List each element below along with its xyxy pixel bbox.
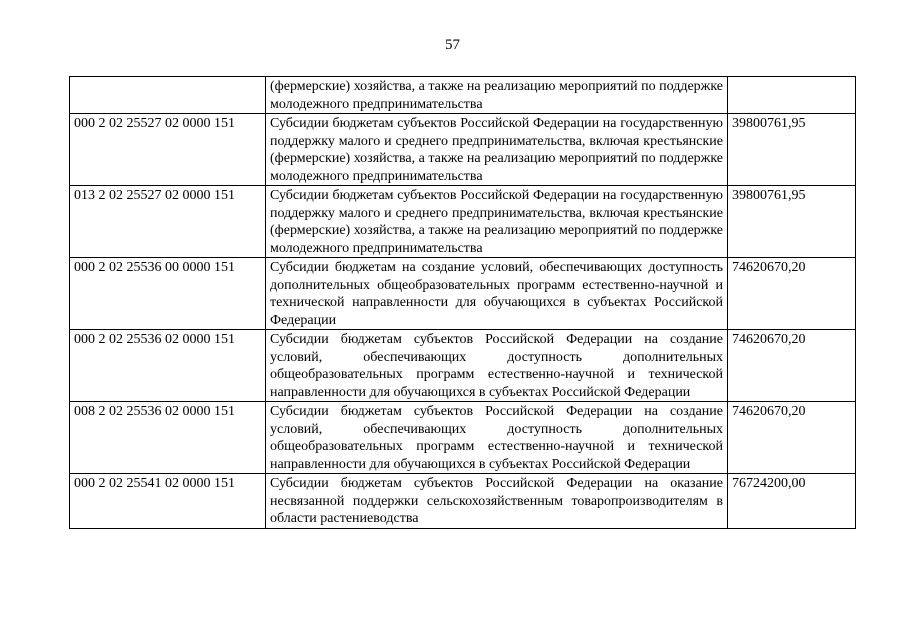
classification-code-cell: 013 2 02 25527 02 0000 151: [70, 186, 266, 258]
amount-cell: 74620670,20: [728, 258, 856, 330]
table-row: [70, 474, 856, 529]
amount-cell: 39800761,95: [728, 186, 856, 258]
classification-code-cell: 008 2 02 25536 02 0000 151: [70, 402, 266, 474]
table-row: [70, 114, 856, 186]
classification-code-cell: 000 2 02 25527 02 0000 151: [70, 114, 266, 186]
table-row: [70, 330, 856, 402]
amount-cell: 76724200,00: [728, 474, 856, 529]
classification-code-cell: 000 2 02 25541 02 0000 151: [70, 474, 266, 529]
table-row: [70, 77, 856, 114]
amount-cell: 74620670,20: [728, 330, 856, 402]
classification-code-cell: 000 2 02 25536 02 0000 151: [70, 330, 266, 402]
amount-cell: 74620670,20: [728, 402, 856, 474]
table-row: [70, 258, 856, 330]
revenue-name-cell: Субсидии бюджетам субъектов Российской Федерации на создание условий, обеспечивающих доступность дополнительных общеобразовательных программ естественно-научной и технической направленности для обучающихся в субъектах Российской Федерации: [266, 402, 728, 474]
classification-code-cell: 000 2 02 25536 00 0000 151: [70, 258, 266, 330]
revenue-name-cell: Субсидии бюджетам на создание условий, обеспечивающих доступность дополнительных общеобразовательных программ естественно-научной и технической направленности для обучающихся в субъектах Российской Федерации: [266, 258, 728, 330]
revenue-name-cell: Субсидии бюджетам субъектов Российской Федерации на государственную поддержку малого и среднего предпринимательства, включая крестьянские (фермерские) хозяйства, а также на реализацию мероприятий по поддержке молодежного предпринимательства: [266, 114, 728, 186]
revenue-name-cell: Субсидии бюджетам субъектов Российской Федерации на оказание несвязанной поддержки сельскохозяйственным товаропроизводителям в области растениеводства: [266, 474, 728, 529]
revenue-name-cell: Субсидии бюджетам субъектов Российской Федерации на государственную поддержку малого и среднего предпринимательства, включая крестьянские (фермерские) хозяйства, а также на реализацию мероприятий по поддержке молодежного предпринимательства: [266, 186, 728, 258]
classification-code-cell: [70, 77, 266, 114]
amount-cell: [728, 77, 856, 114]
revenue-name-cell: (фермерские) хозяйства, а также на реализацию мероприятий по поддержке молодежного предпринимательства: [266, 77, 728, 114]
table-row: [70, 186, 856, 258]
amount-cell: 39800761,95: [728, 114, 856, 186]
page-number: 57: [445, 37, 460, 53]
table-row: [70, 402, 856, 474]
budget-revenue-table: [69, 76, 856, 529]
revenue-name-cell: Субсидии бюджетам субъектов Российской Федерации на создание условий, обеспечивающих доступность дополнительных общеобразовательных программ естественно-научной и технической направленности для обучающихся в субъектах Российской Федерации: [266, 330, 728, 402]
